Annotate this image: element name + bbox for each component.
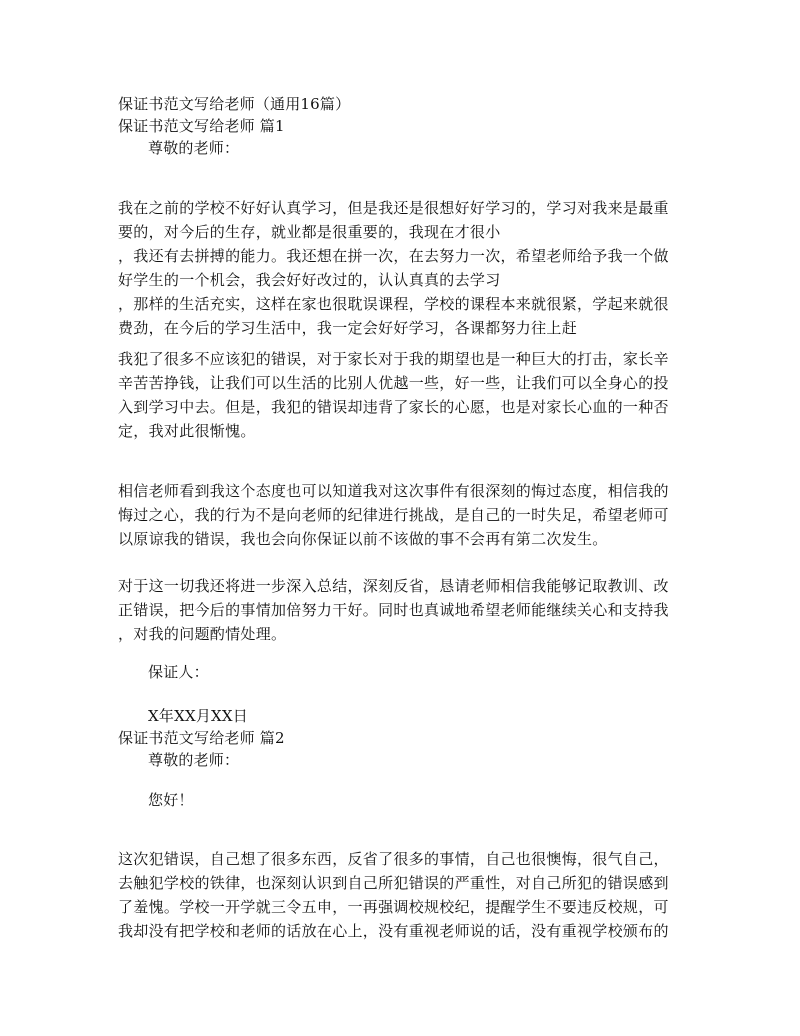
section-2-salutation: 尊敬的老师： — [148, 751, 240, 769]
paragraph-line: 辛苦苦挣钱，让我们可以生活的比别人优越一些，好一些，让我们可以全身心的投 — [118, 374, 669, 392]
section-1-paragraph-1 — [118, 196, 684, 340]
section-1-paragraph-4 — [118, 574, 684, 646]
paragraph-line: 去触犯学校的铁律，也深刻认识到自己所犯错误的严重性，对自己所犯的错误感到 — [118, 874, 669, 892]
paragraph-line: 悔过之心，我的行为不是向老师的纪律进行挑战，是自己的一时失足，希望老师可 — [118, 506, 669, 524]
paragraph-line: 好学生的一个机会，我会好好改过的，认认真真的去学习 — [118, 271, 501, 289]
section-1-heading: 保证书范文写给老师 篇1 — [118, 117, 285, 135]
section-2-heading: 保证书范文写给老师 篇2 — [118, 729, 285, 747]
paragraph-line: 要的，对今后的生存，就业都是很重要的，我现在才很小 — [118, 223, 501, 241]
paragraph-line: 我在之前的学校不好好认真学习，但是我还是很想好好学习的，学习对我来是最重 — [118, 199, 669, 217]
section-1-salutation: 尊敬的老师： — [148, 139, 240, 157]
paragraph-line: 以原谅我的错误，我也会向你保证以前不该做的事不会再有第二次发生。 — [118, 530, 608, 548]
paragraph-line: 相信老师看到我这个态度也可以知道我对这次事件有很深刻的悔过态度，相信我的 — [118, 482, 669, 500]
paragraph-line: ，那样的生活充实，这样在家也很耽误课程，学校的课程本来就很紧，学起来就很 — [118, 295, 669, 313]
section-1-paragraph-3 — [118, 479, 684, 551]
paragraph-line: 我却没有把学校和老师的话放在心上，没有重视老师说的话，没有重视学校颁布的 — [118, 922, 669, 940]
section-2-greeting: 您好！ — [148, 791, 194, 809]
paragraph-line: 这次犯错误，自己想了很多东西，反省了很多的事情，自己也很懊悔，很气自己， — [118, 850, 669, 868]
section-1-paragraph-2 — [118, 347, 684, 443]
document-title: 保证书范文写给老师（通用16篇） — [118, 95, 351, 113]
paragraph-line: 入到学习中去。但是，我犯的错误却违背了家长的心愿，也是对家长心血的一种否 — [118, 398, 669, 416]
signer-label: 保证人： — [148, 663, 209, 681]
paragraph-line: 对于这一切我还将进一步深入总结，深刻反省，恳请老师相信我能够记取教训、改 — [118, 577, 669, 595]
paragraph-line: 我犯了很多不应该犯的错误，对于家长对于我的期望也是一种巨大的打击，家长辛 — [118, 350, 669, 368]
paragraph-line: 定，我对此很惭愧。 — [118, 422, 256, 440]
paragraph-line: 正错误，把今后的事情加倍努力干好。同时也真诚地希望老师能继续关心和支持我 — [118, 601, 669, 619]
paragraph-line: 费劲，在今后的学习生活中，我一定会好好学习，各课都努力往上赶 — [118, 319, 578, 337]
paragraph-line: ，对我的问题酌情处理。 — [118, 625, 287, 643]
section-2-paragraph-1 — [118, 847, 684, 943]
paragraph-line: 了羞愧。学校一开学就三令五申，一再强调校规校纪，提醒学生不要违反校规，可 — [118, 898, 669, 916]
paragraph-line: ，我还有去拼搏的能力。我还想在拼一次，在去努力一次，希望老师给予我一个做 — [118, 247, 669, 265]
signature-date: X年XX月XX日 — [148, 707, 248, 725]
